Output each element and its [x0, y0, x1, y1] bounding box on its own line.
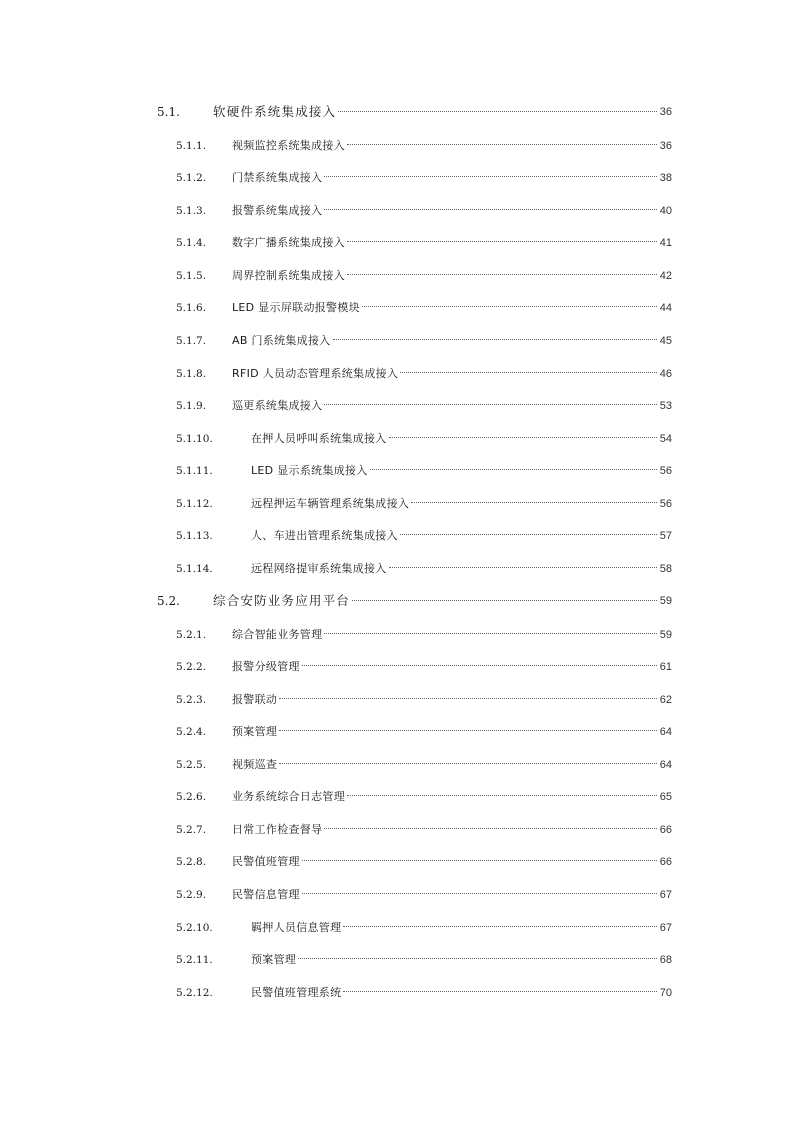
dot-leader — [324, 199, 657, 210]
toc-entry-title: 民警信息管理 — [232, 888, 300, 901]
dot-leader — [347, 785, 657, 796]
dot-leader — [324, 623, 657, 634]
dot-leader — [411, 492, 657, 503]
toc-entry[interactable] — [0, 168, 793, 188]
toc-entry[interactable] — [0, 298, 793, 318]
toc-entry[interactable] — [0, 266, 793, 286]
dot-leader — [400, 362, 657, 373]
dot-leader — [347, 231, 657, 242]
toc-entry-title: 人、车进出管理系统集成接入 — [251, 529, 398, 542]
toc-entry-title: 软硬件系统集成接入 — [213, 104, 337, 119]
toc-entry[interactable] — [0, 429, 793, 449]
dot-leader — [302, 883, 657, 894]
toc-entry[interactable] — [0, 885, 793, 905]
toc-entry-page: 53 — [659, 400, 672, 412]
dot-leader — [352, 590, 657, 601]
toc-entry-page: 56 — [659, 465, 672, 477]
toc-entry-page: 70 — [659, 987, 672, 999]
toc-entry-number: 5.2.9. — [176, 889, 207, 901]
dot-leader — [338, 101, 657, 112]
toc-entry-page: 64 — [659, 759, 672, 771]
dot-leader — [324, 166, 657, 177]
dot-leader — [389, 557, 657, 568]
toc-entry-page: 59 — [659, 595, 672, 607]
toc-entry[interactable] — [0, 461, 793, 481]
toc-entry[interactable] — [0, 657, 793, 677]
toc-entry-page: 65 — [659, 791, 672, 803]
toc-entry-number: 5.1.11. — [176, 465, 213, 477]
toc-entry[interactable] — [0, 526, 793, 546]
toc-entry-title: 远程押运车辆管理系统集成接入 — [251, 497, 410, 510]
dot-leader — [389, 427, 657, 438]
toc-entry-number: 5.2.2. — [176, 661, 207, 673]
toc-entry-title: 报警分级管理 — [232, 660, 300, 673]
toc-entry-number: 5.2.1. — [176, 629, 207, 641]
toc-entry-number: 5.1.10. — [176, 433, 213, 445]
toc-entry-title: 民警值班管理系统 — [251, 986, 342, 999]
toc-entry-title: 日常工作检查督导 — [232, 823, 323, 836]
dot-leader — [370, 459, 657, 470]
toc-entry[interactable] — [0, 331, 793, 351]
dot-leader — [343, 981, 657, 992]
toc-entry-title: 羁押人员信息管理 — [251, 921, 342, 934]
dot-leader — [333, 329, 657, 340]
toc-entry[interactable] — [0, 396, 793, 416]
toc-entry-number: 5.2. — [157, 594, 180, 608]
dot-leader — [347, 264, 657, 275]
toc-entry-page: 57 — [659, 530, 672, 542]
toc-entry-page: 66 — [659, 856, 672, 868]
dot-leader — [343, 916, 657, 927]
toc-entry-page: 67 — [659, 922, 672, 934]
toc-entry-number: 5.1.6. — [176, 302, 207, 314]
toc-entry[interactable] — [0, 364, 793, 384]
toc-entry[interactable] — [0, 559, 793, 579]
toc-entry-title: 在押人员呼叫系统集成接入 — [251, 432, 387, 445]
toc-entry-page: 66 — [659, 824, 672, 836]
toc-entry-number: 5.2.4. — [176, 726, 207, 738]
toc-entry-title: 预案管理 — [251, 953, 297, 966]
toc-entry[interactable] — [0, 820, 793, 840]
dot-leader — [279, 720, 657, 731]
toc-entry[interactable] — [0, 690, 793, 710]
dot-leader — [279, 688, 657, 699]
toc-entry-number: 5.2.5. — [176, 759, 207, 771]
toc-entry-page: 36 — [659, 106, 672, 118]
toc-entry-title: LED 显示系统集成接入 — [251, 464, 368, 477]
toc-entry[interactable] — [0, 625, 793, 645]
toc-entry-page: 36 — [659, 140, 672, 152]
toc-entry-page: 68 — [659, 954, 672, 966]
toc-entry-number: 5.1.5. — [176, 270, 207, 282]
toc-entry-title: 民警值班管理 — [232, 855, 300, 868]
toc-entry-title: 门禁系统集成接入 — [232, 171, 323, 184]
toc-entry-page: 44 — [659, 302, 672, 314]
dot-leader — [302, 655, 657, 666]
toc-entry-page: 61 — [659, 661, 672, 673]
toc-entry-title: 业务系统综合日志管理 — [232, 790, 345, 803]
toc-entry-page: 67 — [659, 889, 672, 901]
toc-entry-number: 5.1.2. — [176, 172, 207, 184]
toc-entry-number: 5.1.7. — [176, 335, 207, 347]
toc-entry-page: 58 — [659, 563, 672, 575]
toc-entry-title: AB 门系统集成接入 — [232, 334, 331, 347]
toc-entry-number: 5.2.3. — [176, 694, 207, 706]
toc-entry[interactable] — [0, 950, 793, 970]
toc-entry-page: 59 — [659, 629, 672, 641]
toc-entry-number: 5.1.14. — [176, 563, 213, 575]
dot-leader — [400, 524, 657, 535]
toc-entry-page: 62 — [659, 694, 672, 706]
toc-entry-page: 41 — [659, 237, 672, 249]
toc-entry-title: 视频监控系统集成接入 — [232, 139, 345, 152]
toc-entry[interactable] — [0, 852, 793, 872]
toc-entry-number: 5.2.10. — [176, 922, 213, 934]
dot-leader — [362, 296, 657, 307]
toc-entry-title: RFID 人员动态管理系统集成接入 — [232, 367, 399, 380]
dot-leader — [324, 818, 657, 829]
dot-leader — [324, 394, 657, 405]
toc-entry-page: 40 — [659, 205, 672, 217]
toc-entry-number: 5.1.13. — [176, 530, 213, 542]
toc-entry-number: 5.2.7. — [176, 824, 207, 836]
toc-entry-title: LED 显示屏联动报警模块 — [232, 301, 360, 314]
toc-entry[interactable] — [0, 755, 793, 775]
toc-entry-number: 5.1.1. — [176, 140, 207, 152]
toc-entry-page: 38 — [659, 172, 672, 184]
toc-entry-page: 54 — [659, 433, 672, 445]
toc-entry-number: 5.2.11. — [176, 954, 213, 966]
toc-entry[interactable] — [0, 136, 793, 156]
toc-entry-title: 报警系统集成接入 — [232, 204, 323, 217]
toc-entry-number: 5.1.9. — [176, 400, 207, 412]
toc-entry-number: 5.1.8. — [176, 368, 207, 380]
toc-entry[interactable] — [0, 201, 793, 221]
toc-entry-title: 巡更系统集成接入 — [232, 399, 323, 412]
toc-entry-title: 数字广播系统集成接入 — [232, 236, 345, 249]
toc-entry-number: 5.2.6. — [176, 791, 207, 803]
dot-leader — [298, 948, 657, 959]
toc-entry-title: 综合智能业务管理 — [232, 628, 323, 641]
dot-leader — [302, 850, 657, 861]
toc-entry[interactable] — [0, 918, 793, 938]
dot-leader — [347, 134, 657, 145]
toc-entry-number: 5.1. — [157, 105, 180, 119]
toc-entry-title: 综合安防业务应用平台 — [213, 593, 351, 608]
toc-entry-number: 5.1.4. — [176, 237, 207, 249]
toc-entry-number: 5.2.12. — [176, 987, 213, 999]
toc-entry-number: 5.2.8. — [176, 856, 207, 868]
toc-entry[interactable] — [0, 722, 793, 742]
toc-entry[interactable] — [0, 233, 793, 253]
toc-entry-page: 46 — [659, 368, 672, 380]
toc-entry-title: 报警联动 — [232, 693, 278, 706]
toc-entry-page: 45 — [659, 335, 672, 347]
toc-entry-page: 56 — [659, 498, 672, 510]
toc-entry[interactable] — [0, 494, 793, 514]
toc-entry-title: 视频巡查 — [232, 758, 278, 771]
toc-entry-page: 42 — [659, 270, 672, 282]
toc-entry[interactable] — [0, 102, 793, 122]
toc-entry[interactable] — [0, 787, 793, 807]
dot-leader — [279, 753, 657, 764]
toc-entry-page: 64 — [659, 726, 672, 738]
toc-entry-title: 周界控制系统集成接入 — [232, 269, 345, 282]
toc-entry-number: 5.1.12. — [176, 498, 213, 510]
toc-entry-title: 远程网络提审系统集成接入 — [251, 562, 387, 575]
toc-entry-title: 预案管理 — [232, 725, 278, 738]
toc-entry-number: 5.1.3. — [176, 205, 207, 217]
toc-entry[interactable] — [0, 591, 793, 611]
toc-entry[interactable] — [0, 983, 793, 1003]
